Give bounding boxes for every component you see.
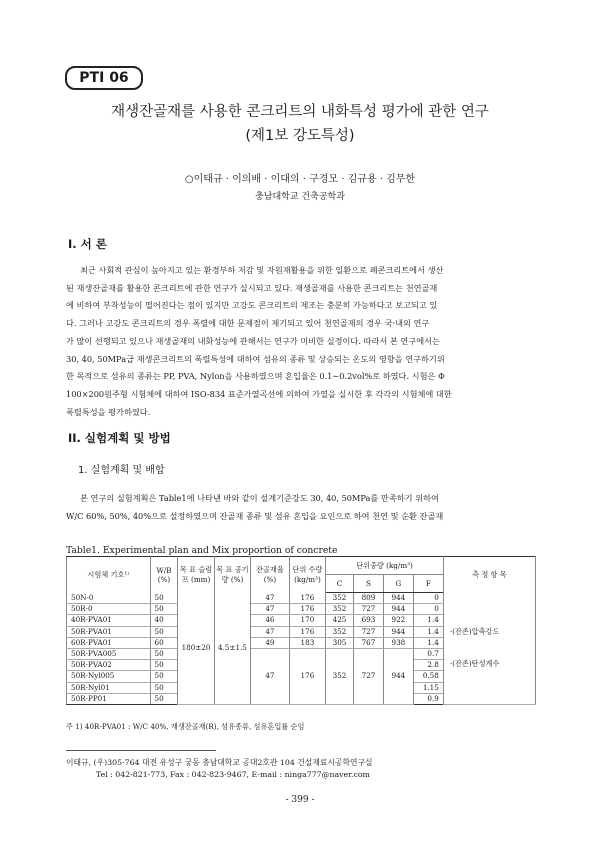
col-header-wb: W/B (%) xyxy=(150,557,178,593)
col-header-s: S xyxy=(353,575,383,593)
cell-id: 60R-PVA01 xyxy=(67,637,151,648)
page-number: - 399 - xyxy=(285,795,315,805)
table-caption: Table1. Experimental plan and Mix proportion of concrete xyxy=(66,545,338,556)
text-line: 폭렬특성을 평가하였다. xyxy=(66,406,151,417)
col-header-id: 시험체 기호¹⁾ xyxy=(67,557,151,593)
cell-c: 305 xyxy=(326,637,354,648)
intro-paragraph xyxy=(66,262,536,421)
cell-id: 50R-Nyl005 xyxy=(67,671,151,682)
cell-sa: 47 xyxy=(251,626,290,637)
text-line: 된 재생잔골재를 활용한 콘크리트에 관한 연구가 실시되고 있다. 재생골재를 사용한 콘크리트는 천연골재 xyxy=(66,282,438,293)
cell-f: 0 xyxy=(413,593,443,604)
cell-f: 1.15 xyxy=(413,682,443,693)
cell-c: 425 xyxy=(326,615,354,626)
cell-wb: 50 xyxy=(150,682,178,693)
subsection-heading: 1. 실험계획 및 배합 xyxy=(78,465,165,476)
session-tag: PTI 06 xyxy=(65,66,143,90)
cell-id: 50N-0 xyxy=(67,593,151,604)
text-line: W/C 60%, 50%, 40%으로 설정하였으며 잔골재 종류 및 섬유 혼입을 요인으로 하여 천연 및 순환 잔골재 xyxy=(66,510,444,521)
cell-f: 0.58 xyxy=(413,671,443,682)
paper-subtitle: (제1보 강도특성) xyxy=(245,128,355,144)
text-line: 에 비하여 부착성능이 떨어진다는 점이 있지만 고강도 콘크리트의 제조는 충분히 가능하다고 보고되고 있 xyxy=(66,300,438,311)
cell-id: 50R-0 xyxy=(67,604,151,615)
cell-water: 176 xyxy=(289,604,325,615)
cell-g: 944 xyxy=(383,593,413,604)
section-heading-methods: II. 실험계획 및 방법 xyxy=(68,431,171,445)
measure-item: ·(잔존)압축강도 xyxy=(449,627,500,637)
cell-wb: 50 xyxy=(150,648,178,659)
text-line: 100×200원주형 시험체에 대하여 ISO-834 표준가열곡선에 의하여 가열을 실시한 후 각각의 시험체에 대한 xyxy=(66,388,452,399)
cell-f: 0 xyxy=(413,604,443,615)
cell-c: 352 xyxy=(326,593,354,604)
cell-f: 1.4 xyxy=(413,637,443,648)
cell-wb: 40 xyxy=(150,615,178,626)
cell-wb: 50 xyxy=(150,604,178,615)
cell-id: 50R-PVA01 xyxy=(67,626,151,637)
cell-id: 50R-PVA02 xyxy=(67,660,151,671)
cell-f: 1.4 xyxy=(413,615,443,626)
cell-s: 767 xyxy=(353,637,383,648)
cell-g: 944 xyxy=(383,604,413,615)
section-heading-intro: I. 서 론 xyxy=(68,237,107,251)
cell-g: 938 xyxy=(383,637,413,648)
table-footnote: 주 1) 40R-PVA01 : W/C 40%, 재생잔골재(R), 섬유종류, 섬유혼입률 순임 xyxy=(66,722,305,731)
cell-wb: 50 xyxy=(150,660,178,671)
col-header-slump: 목 표 슬럼프 (mm) xyxy=(178,557,214,593)
cell-sa: 47 xyxy=(251,604,290,615)
cell-s: 727 xyxy=(353,626,383,637)
footer-address: 이태규, (우)305-764 대전 유성구 궁동 충남대학교 공대2호관 104 건설재료시공학연구실 xyxy=(66,758,373,767)
cell-id: 50R-PVA005 xyxy=(67,648,151,659)
cell-wb: 60 xyxy=(150,637,178,648)
cell-wb: 50 xyxy=(150,593,178,604)
text-line: 30, 40, 50MPa급 재생콘크리트의 폭렬특성에 대하여 섬유의 종류 및 상승되는 온도의 영향을 연구하기위 xyxy=(66,353,445,364)
cell-water: 183 xyxy=(289,637,325,648)
cell-s: 727 xyxy=(353,604,383,615)
cell-id: 50R-PP01 xyxy=(67,693,151,704)
cell-sa: 47 xyxy=(251,593,290,604)
cell-s: 693 xyxy=(353,615,383,626)
cell-sa: 47 xyxy=(251,648,290,704)
cell-s: 727 xyxy=(353,648,383,704)
col-header-g: G xyxy=(383,575,413,593)
col-header-items: 측 정 항 목 xyxy=(443,557,535,593)
cell-wb: 50 xyxy=(150,671,178,682)
text-line: 가 많이 선행되고 있으나 재생골재의 내화성능에 관해서는 연구가 미비한 실정이다. 따라서 본 연구에서는 xyxy=(66,335,440,346)
col-header-f: F xyxy=(413,575,443,593)
text-line: 본 연구의 실험계획은 Table1에 나타낸 바와 같이 설계기준강도 30, 40, 50MPa를 만족하기 위하여 xyxy=(80,493,439,503)
cell-air: 4.5±1.5 xyxy=(214,593,250,705)
affiliation: 충남대학교 건축공학과 xyxy=(255,192,345,202)
paper-title: 재생잔골재를 사용한 콘크리트의 내화특성 평가에 관한 연구 xyxy=(111,104,489,120)
col-header-c: C xyxy=(326,575,354,593)
cell-water: 176 xyxy=(289,648,325,704)
col-header-air: 목 표 공기량 (%) xyxy=(214,557,250,593)
cell-f: 0.9 xyxy=(413,693,443,704)
cell-c: 352 xyxy=(326,648,354,704)
cell-water: 176 xyxy=(289,593,325,604)
cell-water: 176 xyxy=(289,626,325,637)
cell-sa: 46 xyxy=(251,615,290,626)
text-line: 최근 사회적 관심이 높아지고 있는 환경부하 저감 및 자원재활용을 위한 일환으로 폐콘크리트에서 생산 xyxy=(80,265,444,275)
cell-id: 40R-PVA01 xyxy=(67,615,151,626)
footnote-divider xyxy=(66,750,216,751)
cell-slump: 180±20 xyxy=(178,593,214,705)
mix-proportion-table xyxy=(66,556,536,705)
cell-sa: 49 xyxy=(251,637,290,648)
methods-paragraph xyxy=(66,490,536,525)
cell-f: 2.8 xyxy=(413,660,443,671)
col-header-water: 단위 수량 (kg/m³) xyxy=(289,557,325,593)
author-list: ○이태규 · 이의배 · 이대의 · 구경모 · 김규용 · 김무한 xyxy=(184,174,416,185)
cell-c: 352 xyxy=(326,604,354,615)
footer-contact: Tel : 042-821-773, Fax : 042-823-9467, E-mail : ninga777@naver.com xyxy=(96,770,370,779)
cell-wb: 50 xyxy=(150,693,178,704)
cell-wb: 50 xyxy=(150,626,178,637)
cell-s: 809 xyxy=(353,593,383,604)
cell-g: 944 xyxy=(383,648,413,704)
cell-g: 922 xyxy=(383,615,413,626)
cell-water: 170 xyxy=(289,615,325,626)
measure-item: ·(잔존)탄성계수 xyxy=(449,659,500,669)
col-header-sa: 잔골재율 (%) xyxy=(251,557,290,593)
cell-c: 352 xyxy=(326,626,354,637)
text-line: 다. 그러나 고강도 콘크리트의 경우 폭렬에 대한 문제점이 제기되고 있어 천연골재의 경우 국·내외 연구 xyxy=(66,318,430,329)
cell-f: 1.4 xyxy=(413,626,443,637)
cell-g: 944 xyxy=(383,626,413,637)
col-header-unit-weight: 단위중량 (kg/m³) xyxy=(326,557,444,575)
cell-f: 0.7 xyxy=(413,648,443,659)
cell-items xyxy=(443,593,535,705)
text-line: 한 목적으로 섬유의 종류는 PP, PVA, Nylon을 사용하였으며 혼입율은 0.1∼0.2vol%로 하였다. 시험은 Φ xyxy=(66,371,445,382)
cell-id: 50R-Nyl01 xyxy=(67,682,151,693)
table-row xyxy=(67,593,536,604)
